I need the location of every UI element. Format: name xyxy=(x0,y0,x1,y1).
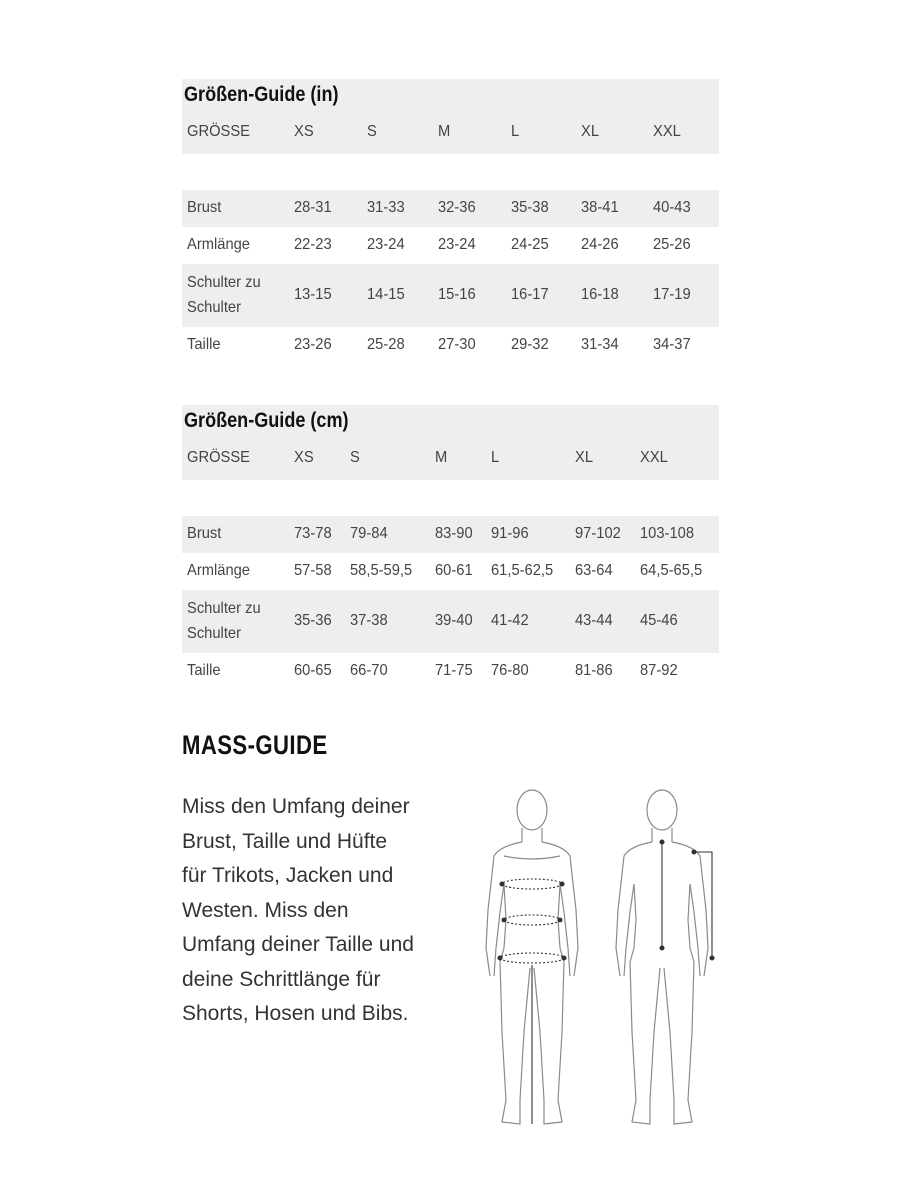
row-label: Taille xyxy=(187,336,221,353)
table-cell: 64,5-65,5 xyxy=(640,562,703,579)
table-cell: 58,5-59,5 xyxy=(350,562,413,579)
table-cell: 81-86 xyxy=(575,662,613,679)
table-cell: 24-25 xyxy=(511,236,549,253)
table-row-taille xyxy=(182,653,719,690)
table-cell: 97-102 xyxy=(575,525,621,542)
mass-guide-line: für Trikots, Jacken und xyxy=(182,864,394,887)
size-xl: XL xyxy=(581,123,600,140)
size-table-cm xyxy=(182,405,719,690)
table-cell: 17-19 xyxy=(653,286,691,303)
table-cell: 71-75 xyxy=(435,662,473,679)
table-cell: 16-18 xyxy=(581,286,619,303)
size-xs: XS xyxy=(294,449,314,466)
row-label: Schulter zu Schulter xyxy=(187,600,261,642)
table-cell: 41-42 xyxy=(491,612,529,629)
size-label: GRÖSSE xyxy=(187,449,250,466)
size-xxl: XXL xyxy=(653,123,681,140)
table-cell: 23-24 xyxy=(438,236,476,253)
row-label: Taille xyxy=(187,662,221,679)
row-label: Brust xyxy=(187,525,222,542)
back-measure-lines xyxy=(660,840,714,960)
table-row-schulter xyxy=(182,590,719,653)
table-cell: 37-38 xyxy=(350,612,388,629)
table-cell: 76-80 xyxy=(491,662,529,679)
size-m: M xyxy=(438,123,451,140)
table-cell: 31-34 xyxy=(581,336,619,353)
table-cell: 91-96 xyxy=(491,525,529,542)
size-xxl: XXL xyxy=(640,449,668,466)
table-cell: 27-30 xyxy=(438,336,476,353)
table-cell: 23-24 xyxy=(367,236,405,253)
table-cell: 32-36 xyxy=(438,199,476,216)
table-cell: 25-28 xyxy=(367,336,405,353)
table-cell: 31-33 xyxy=(367,199,405,216)
mass-guide-text xyxy=(182,790,452,1032)
mass-guide-line: Brust, Taille und Hüfte xyxy=(182,829,388,853)
table-cell: 25-26 xyxy=(653,236,691,253)
table-cell: 35-36 xyxy=(294,612,332,629)
table-cell: 57-58 xyxy=(294,562,332,579)
table-cell: 14-15 xyxy=(367,286,405,303)
table-cell: 35-38 xyxy=(511,199,549,216)
table-cell: 39-40 xyxy=(435,612,473,629)
mass-guide-line: deine Schrittlänge für xyxy=(182,967,381,991)
mass-guide-title: MASS-GUIDE xyxy=(182,730,328,760)
size-table-inches xyxy=(182,79,719,364)
row-label: Schulter zu Schulter xyxy=(187,274,261,316)
table-row-armlaenge xyxy=(182,227,719,264)
size-xl: XL xyxy=(575,449,594,466)
table-cell: 28-31 xyxy=(294,199,332,216)
measurement-figures-illustration xyxy=(470,780,730,1130)
table-cell: 13-15 xyxy=(294,286,332,303)
table-row-schulter xyxy=(182,264,719,327)
row-label: Armlänge xyxy=(187,562,251,579)
table-title: Größen-Guide (cm) xyxy=(184,409,349,432)
table-title: Größen-Guide (in) xyxy=(184,83,339,106)
table-row-taille xyxy=(182,327,719,364)
table-cell: 43-44 xyxy=(575,612,613,629)
table-cell: 83-90 xyxy=(435,525,473,542)
mass-guide-line: Westen. Miss den xyxy=(182,898,349,922)
table-row-brust xyxy=(182,190,719,227)
table-cell: 79-84 xyxy=(350,525,388,542)
size-m: M xyxy=(435,449,448,466)
table-cell: 38-41 xyxy=(581,199,619,216)
table-cell: 87-92 xyxy=(640,662,678,679)
table-cell: 63-64 xyxy=(575,562,613,579)
size-l: L xyxy=(511,123,520,140)
mass-guide-line: Miss den Umfang deiner xyxy=(182,795,410,818)
table-cell: 16-17 xyxy=(511,286,549,303)
row-label: Brust xyxy=(187,199,222,216)
front-measure-lines xyxy=(498,879,566,1124)
size-s: S xyxy=(367,123,377,140)
table-cell: 73-78 xyxy=(294,525,332,542)
table-cell: 60-61 xyxy=(435,562,473,579)
table-cell: 61,5-62,5 xyxy=(491,562,554,579)
table-cell: 45-46 xyxy=(640,612,678,629)
table-header xyxy=(182,405,719,480)
table-cell: 60-65 xyxy=(294,662,332,679)
table-cell: 24-26 xyxy=(581,236,619,253)
size-header-row xyxy=(182,449,719,471)
size-l: L xyxy=(491,449,500,466)
table-cell: 66-70 xyxy=(350,662,388,679)
size-label: GRÖSSE xyxy=(187,123,250,140)
mass-guide-line: Shorts, Hosen und Bibs. xyxy=(182,1002,409,1025)
row-label: Armlänge xyxy=(187,236,251,253)
size-header-row xyxy=(182,123,719,145)
table-cell: 40-43 xyxy=(653,199,691,216)
table-cell: 34-37 xyxy=(653,336,691,353)
table-row-brust xyxy=(182,516,719,553)
table-cell: 15-16 xyxy=(438,286,476,303)
table-row-armlaenge xyxy=(182,553,719,590)
mass-guide-line: Umfang deiner Taille und xyxy=(182,933,414,956)
table-cell: 103-108 xyxy=(640,525,695,542)
table-header xyxy=(182,79,719,154)
table-cell: 22-23 xyxy=(294,236,332,253)
table-cell: 29-32 xyxy=(511,336,549,353)
size-s: S xyxy=(350,449,360,466)
table-cell: 23-26 xyxy=(294,336,332,353)
size-xs: XS xyxy=(294,123,314,140)
